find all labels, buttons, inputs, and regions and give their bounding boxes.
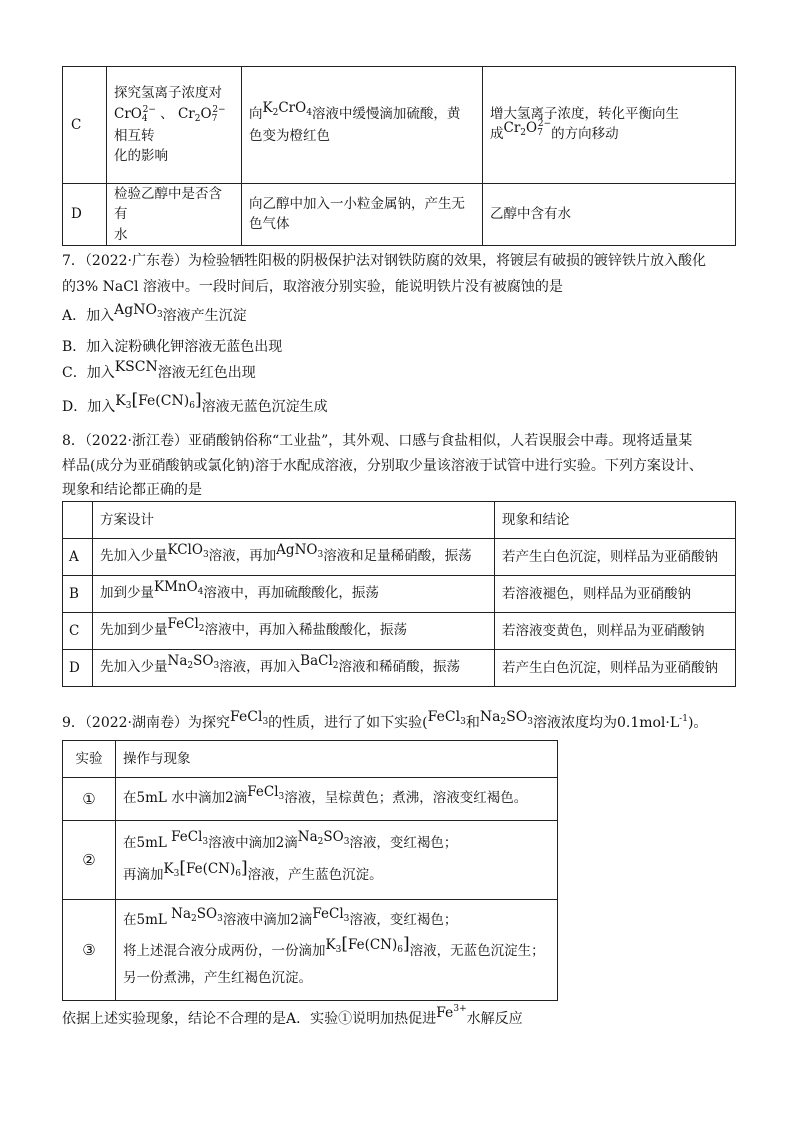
formula-na2so3: $Na_2SO_3$: [297, 828, 350, 847]
q6-row-c: [63, 67, 736, 184]
q8-row-b: [63, 576, 736, 613]
formula-kmno4: KMnO$_4$: [154, 578, 204, 597]
formula-k3fecn6: $K_3[Fe(CN)_6]$: [163, 857, 248, 879]
q7-option-d: D．加入$K_3[Fe(CN)_6]$溶液无蓝色沉淀生成: [62, 390, 328, 415]
formula-fecl3: FeCl$_3$: [427, 709, 466, 727]
q7-option-b: B．加入淀粉碘化钾溶液无蓝色出现: [62, 339, 283, 355]
formula-fecl2: FeCl$_2$: [167, 615, 205, 634]
q8-row-a: [63, 539, 736, 576]
q7-stem-line1: 7．（2022·广东卷）为检验牺牲阳极的阴极保护法对钢铁防腐的效果，将镀层有破损的镀锌铁片放入酸化: [62, 253, 706, 269]
q9-table: [62, 740, 558, 1001]
purpose-cell: 检验乙醇中是否含有 水: [107, 184, 242, 246]
conclusion-cell: 乙醇中含有水: [483, 184, 736, 246]
q9-row-1: [63, 778, 558, 821]
formula-na2so3: $Na_2SO_3$: [166, 905, 223, 924]
q8-row-c: [63, 613, 736, 650]
formula-agno3: AgNO$_3$: [114, 302, 163, 320]
row-key: C: [63, 613, 93, 650]
q9-conclusion: 依据上述实验现象，结论不合理的是A．实验①说明加热促进$Fe^{3+}$水解反应: [62, 1004, 523, 1027]
formula-k3fecn6: $K_3[Fe(CN)_6]$: [325, 934, 410, 956]
design-cell: 先加到少量FeCl$_2$溶液中，再加入稀盐酸酸化，振荡: [93, 613, 495, 650]
row-key: ②: [63, 821, 116, 900]
formula-kclo3: KClO$_3$: [167, 541, 209, 560]
formula-na2so3: $Na_2SO_3$: [479, 709, 533, 727]
q8-table: [62, 501, 736, 687]
formula-fe3plus: $Fe^{3+}$: [436, 1004, 467, 1021]
formula-cr2o7: $Cr_2O_7^{2-}$: [503, 118, 552, 138]
formula-k3fecn6: $K_3[Fe(CN)_6]$: [115, 390, 202, 411]
design-cell: 先加入少量$Na_2SO_3$溶液，再加入BaCl$_2$溶液和稀硝酸，振荡: [93, 650, 495, 687]
q6-row-d: [63, 184, 736, 246]
q8-stem-line1: 8．（2022·浙江卷）亚硝酸钠俗称“工业盐”，其外观、口感与食盐相似，人若误服会中毒。现将适量某: [62, 433, 693, 449]
design-cell: 先加入少量KClO$_3$溶液，再加AgNO$_3$溶液和足量稀硝酸，振荡: [93, 539, 495, 576]
q8-header-row: [63, 502, 736, 539]
purpose-cell: 探究氢离子浓度对 CrO$_4^{2-}$ 、 $Cr_2O_7^{2-}$ 相互转 化的影响: [107, 67, 242, 184]
operation-cell: 在5mL 水中滴加2滴FeCl$_3$溶液，呈棕黄色；煮沸，溶液变红褐色。: [116, 778, 558, 821]
operation-cell: 在5mL FeCl$_3$溶液中滴加2滴$Na_2SO_3$溶液，变红褐色； 再滴加$K_3[Fe(CN)_6]$溶液，产生蓝色沉淀。: [116, 821, 558, 900]
row-key: ③: [63, 900, 116, 1001]
formula-bacl2: BaCl$_2$: [300, 652, 339, 671]
q9-stem: 9．（2022·湖南卷）为探究FeCl$_3$的性质，进行了如下实验(FeCl$_3$和$Na_2SO_3$溶液浓度均为$0.1mol\cdot L^{-1}$)。: [62, 709, 708, 731]
header-result: 现象和结论: [495, 502, 736, 539]
q9-header-row: [63, 741, 558, 778]
result-cell: 若产生白色沉淀，则样品为亚硝酸钠: [495, 650, 736, 687]
operation-cell: 向$K_2CrO_4$溶液中缓慢滴加硫酸，黄 色变为橙红色: [242, 67, 483, 184]
operation-cell: 在5mL $Na_2SO_3$溶液中滴加2滴FeCl$_3$溶液，变红褐色； 将上述混合液分成两份，一份滴加$K_3[Fe(CN)_6]$溶液，无蓝色沉淀生； 另一份煮沸，产生红褐色沉淀。: [116, 900, 558, 1001]
q6-table: [62, 66, 736, 246]
formula-fecl3: FeCl$_3$: [247, 783, 285, 802]
row-key: C: [63, 67, 107, 184]
q7-stem-line2: 的3% NaCl 溶液中。一段时间后，取溶液分别实验，能说明铁片没有被腐蚀的是: [62, 279, 563, 295]
row-key: A: [63, 539, 93, 576]
header-design: 方案设计: [93, 502, 495, 539]
formula-na2so3: $Na_2SO_3$: [167, 652, 220, 671]
q8-stem-line2: 样品(成分为亚硝酸钠或氯化钠)溶于水配成溶液，分别取少量该溶液于试管中进行实验。下列方案设计、: [62, 458, 703, 474]
header-operation: 操作与现象: [116, 741, 558, 778]
row-key: D: [63, 184, 107, 246]
q8-stem-line3: 现象和结论都正确的是: [62, 482, 202, 498]
row-key: [63, 502, 93, 539]
q7-option-a: A．加入AgNO$_3$溶液产生沉淀: [62, 302, 247, 324]
formula-cr2o7: $Cr_2O_7^{2-}$: [177, 104, 226, 124]
formula-cro4: CrO$_4^{2-}$: [114, 104, 156, 124]
formula-fecl3: FeCl$_3$: [312, 905, 350, 924]
header-experiment: 实验: [63, 741, 116, 778]
result-cell: 若溶液褪色，则样品为亚硝酸钠: [495, 576, 736, 613]
q7-option-c: C．加入KSCN溶液无红色出现: [62, 359, 256, 381]
conclusion-cell: 增大氢离子浓度，转化平衡向生 成$Cr_2O_7^{2-}$的方向移动: [483, 67, 736, 184]
q8-row-d: [63, 650, 736, 687]
row-key: ①: [63, 778, 116, 821]
operation-cell: 向乙醇中加入一小粒金属钠，产生无 色气体: [242, 184, 483, 246]
formula-fecl3: FeCl$_3$: [230, 709, 269, 727]
formula-fecl3: FeCl$_3$: [166, 828, 209, 847]
row-key: D: [63, 650, 93, 687]
formula-k2cro4: $K_2CrO_4$: [262, 99, 312, 118]
row-key: B: [63, 576, 93, 613]
result-cell: 若溶液变黄色，则样品为亚硝酸钠: [495, 613, 736, 650]
result-cell: 若产生白色沉淀，则样品为亚硝酸钠: [495, 539, 736, 576]
formula-agno3: AgNO$_3$: [276, 541, 324, 560]
q9-row-2: [63, 821, 558, 900]
q9-row-3: [63, 900, 558, 1001]
design-cell: 加到少量KMnO$_4$溶液中，再加硫酸酸化，振荡: [93, 576, 495, 613]
formula-kscn: KSCN: [114, 359, 158, 375]
